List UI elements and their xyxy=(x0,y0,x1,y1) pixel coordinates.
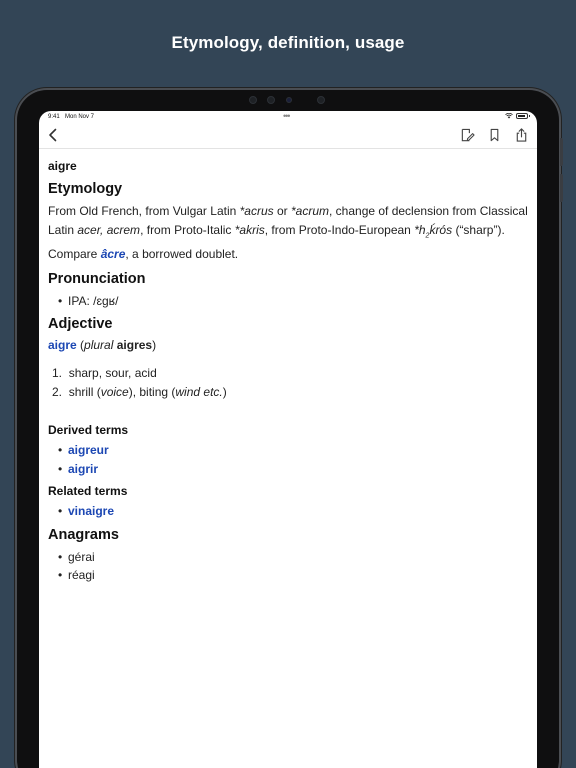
tablet-frame xyxy=(17,90,559,768)
plural-label: plural xyxy=(84,338,114,353)
etym-text: , change of declension from Classical Latin xyxy=(48,204,528,237)
etym-text: (“sharp”). Compare xyxy=(48,222,505,262)
etym-form: *h xyxy=(414,222,426,237)
sense-item xyxy=(48,364,528,383)
sense-number: 1. xyxy=(52,366,63,381)
etym-form: *acrus xyxy=(239,204,274,218)
derived-term-link[interactable]: aigrir xyxy=(68,461,99,476)
related-terms-heading: Related terms xyxy=(48,484,128,499)
senses-list xyxy=(48,364,528,401)
sense-text: ), biting ( xyxy=(128,384,176,399)
sense-text: ) xyxy=(222,384,227,399)
screen xyxy=(39,111,537,768)
sensor-dot xyxy=(249,96,257,104)
sensor-dot xyxy=(267,96,275,104)
etym-form: ḱrós xyxy=(429,222,453,237)
adjective-section xyxy=(48,316,528,401)
etym-text: or xyxy=(273,204,291,218)
derived-term-link[interactable]: aigreur xyxy=(68,443,109,458)
pronunciation-section xyxy=(48,271,528,311)
adjective-heading: Adjective xyxy=(48,316,113,333)
sense-number: 2. xyxy=(52,384,63,399)
promo-headline: Etymology, definition, usage xyxy=(171,33,405,52)
list-item: • gérai xyxy=(58,548,528,567)
sense-text: sharp, sour, acid xyxy=(68,366,157,381)
etym-text: , from Proto-Italic xyxy=(140,222,235,237)
list-item xyxy=(58,460,528,479)
paren: ) xyxy=(152,338,157,353)
volume-down-button xyxy=(560,174,563,202)
etym-text: , a borrowed doublet. xyxy=(125,247,239,262)
anagrams-heading: Anagrams xyxy=(48,526,119,543)
wifi-icon xyxy=(505,113,513,119)
related-terms-list xyxy=(58,502,528,521)
camera-bar xyxy=(17,96,559,106)
status-time: 9:41 xyxy=(48,114,60,120)
derived-terms-list xyxy=(58,441,528,478)
camera-lens xyxy=(286,97,292,103)
anagrams-list xyxy=(58,548,528,585)
sensor-dot xyxy=(317,96,325,104)
edit-note-icon[interactable] xyxy=(460,127,475,143)
chevron-left-icon[interactable] xyxy=(45,127,61,143)
sense-item xyxy=(48,383,528,402)
sense-context: wind etc. xyxy=(175,384,223,399)
etymology-heading: Etymology xyxy=(48,181,123,197)
etym-form: *akris xyxy=(234,222,265,237)
etym-pie-form xyxy=(414,223,452,237)
list-item xyxy=(58,441,528,460)
etym-text: , from Proto-Indo-European xyxy=(264,222,415,237)
entry-content xyxy=(39,149,537,585)
bookmark-icon[interactable] xyxy=(487,127,502,143)
related-term-link[interactable]: vinaigre xyxy=(68,504,115,519)
headword-line xyxy=(48,337,528,353)
status-date: Mon Nov 7 xyxy=(65,114,95,120)
status-bar xyxy=(39,111,537,123)
multitasking-dots[interactable]: ••• xyxy=(283,111,290,121)
status-indicators xyxy=(505,113,528,119)
entry-word: aigre xyxy=(48,159,77,173)
paren: ( xyxy=(76,338,85,353)
etym-text: From Old French, from Vulgar Latin xyxy=(48,204,240,218)
battery-icon xyxy=(516,113,528,119)
related-terms-section xyxy=(48,484,528,521)
anagrams-section xyxy=(48,527,528,585)
pronunciation-list xyxy=(58,292,528,311)
toolbar-actions xyxy=(460,127,529,143)
derived-terms-section xyxy=(48,423,528,478)
doublet-link[interactable]: âcre xyxy=(100,247,126,262)
navigation-bar xyxy=(39,123,537,149)
ipa-item: • IPA: /ɛɡʁ/ xyxy=(58,292,528,311)
list-item: • réagi xyxy=(58,566,528,585)
etym-form: *acrum xyxy=(290,204,329,218)
etymology-text xyxy=(48,202,528,264)
sense-text: shrill ( xyxy=(68,384,101,399)
headword-link[interactable]: aigre xyxy=(48,338,77,353)
derived-terms-heading: Derived terms xyxy=(48,423,129,438)
volume-up-button xyxy=(560,138,563,166)
share-icon[interactable] xyxy=(514,127,529,143)
etym-form: acer, acrem xyxy=(77,222,141,237)
pronunciation-heading: Pronunciation xyxy=(48,270,146,287)
etymology-section xyxy=(48,181,528,264)
etym-subscript: 2 xyxy=(425,231,430,239)
plural-form: aigres xyxy=(116,338,153,353)
list-item xyxy=(58,502,528,521)
sense-context: voice xyxy=(100,384,129,399)
